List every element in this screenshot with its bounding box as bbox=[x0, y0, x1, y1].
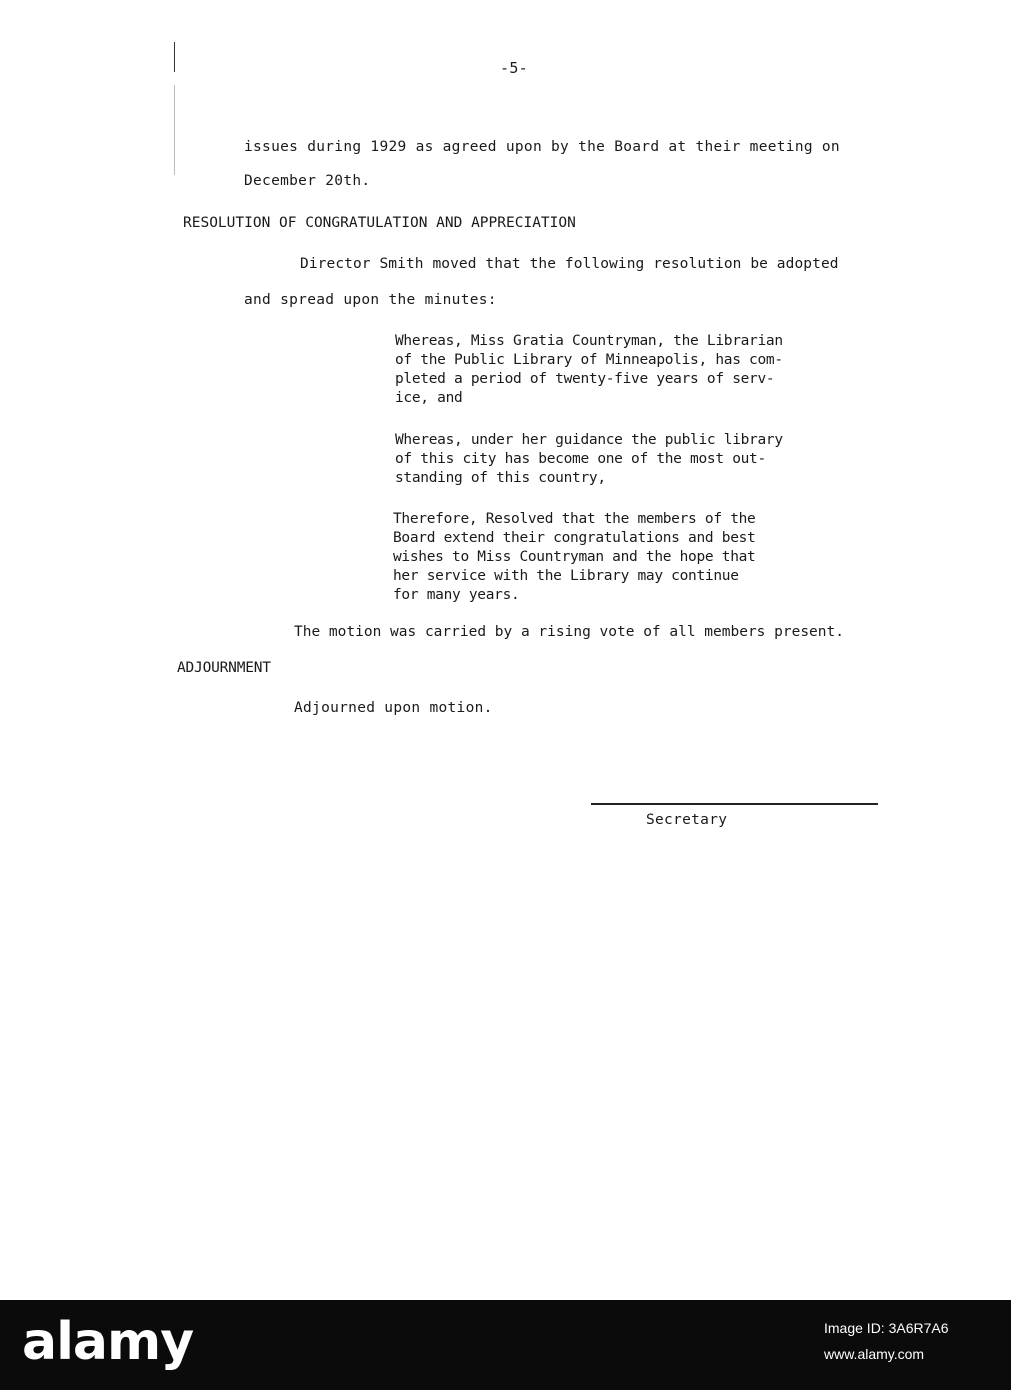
resolution-line: Board extend their congratulations and best bbox=[393, 530, 756, 546]
body-line: Director Smith moved that the following resolution be adopted bbox=[300, 256, 839, 272]
resolution-line: Whereas, Miss Gratia Countryman, the Librarian bbox=[395, 333, 783, 349]
body-line: The motion was carried by a rising vote of all members present. bbox=[294, 624, 844, 640]
resolution-line: pleted a period of twenty-five years of serv- bbox=[395, 371, 775, 387]
resolution-line: her service with the Library may continue bbox=[393, 568, 739, 584]
site-url: www.alamy.com bbox=[824, 1346, 925, 1362]
image-id-label: Image ID: 3A6R7A6 bbox=[824, 1320, 949, 1336]
margin-mark bbox=[174, 42, 175, 72]
signature-line bbox=[591, 803, 878, 805]
resolution-line: of this city has become one of the most out- bbox=[395, 451, 766, 467]
body-line: Adjourned upon motion. bbox=[294, 700, 493, 716]
resolution-line: standing of this country, bbox=[395, 470, 606, 486]
body-line: and spread upon the minutes: bbox=[244, 292, 497, 308]
resolution-line: for many years. bbox=[393, 587, 520, 603]
watermark-footer bbox=[0, 1300, 1011, 1390]
body-line: December 20th. bbox=[244, 173, 371, 189]
resolution-line: of the Public Library of Minneapolis, has com- bbox=[395, 352, 783, 368]
alamy-logo: alamy bbox=[22, 1312, 194, 1372]
resolution-line: Whereas, under her guidance the public library bbox=[395, 432, 783, 448]
section-heading: ADJOURNMENT bbox=[177, 660, 271, 676]
resolution-line: wishes to Miss Countryman and the hope that bbox=[393, 549, 756, 565]
section-heading: RESOLUTION OF CONGRATULATION AND APPRECIATION bbox=[183, 215, 576, 231]
resolution-line: ice, and bbox=[395, 390, 463, 406]
page-number: -5- bbox=[500, 59, 528, 77]
signature-label: Secretary bbox=[646, 812, 728, 828]
body-line: issues during 1929 as agreed upon by the Board at their meeting on bbox=[244, 139, 840, 155]
margin-mark bbox=[174, 85, 175, 175]
resolution-line: Therefore, Resolved that the members of the bbox=[393, 511, 756, 527]
